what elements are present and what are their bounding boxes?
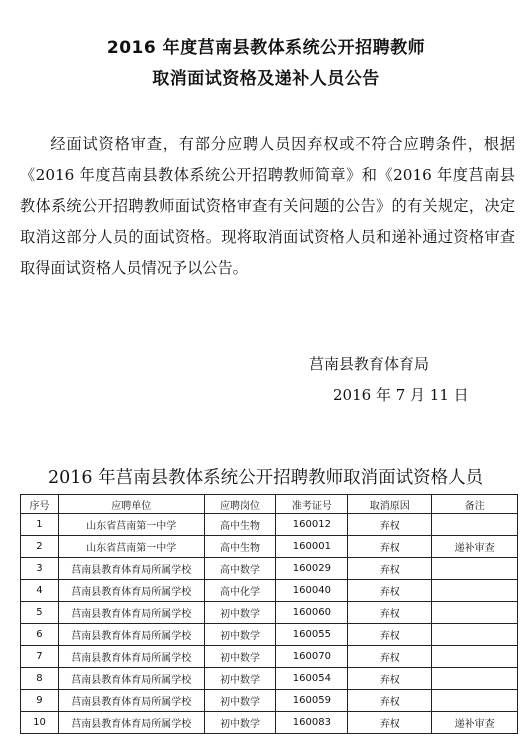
cell-position: 初中数学 xyxy=(204,624,276,646)
cell-index: 1 xyxy=(21,514,59,536)
cell-exam-number: 160083 xyxy=(276,712,348,734)
header-remarks: 备注 xyxy=(432,495,518,514)
cell-unit: 山东省莒南第一中学 xyxy=(58,536,204,558)
cell-reason: 弃权 xyxy=(348,646,432,668)
cell-reason: 弃权 xyxy=(348,712,432,734)
announcement-body xyxy=(20,129,515,284)
table-row xyxy=(21,580,518,602)
cell-remarks xyxy=(432,646,518,668)
table-title: 2016 年莒南县教体系统公开招聘教师取消面试资格人员 xyxy=(48,468,484,488)
table-row xyxy=(21,514,518,536)
cell-remarks xyxy=(432,602,518,624)
cell-position: 高中数学 xyxy=(204,558,276,580)
cell-unit: 莒南县教育体育局所属学校 xyxy=(58,646,204,668)
table-row xyxy=(21,646,518,668)
cell-remarks: 递补审查 xyxy=(432,536,518,558)
cell-position: 高中生物 xyxy=(204,536,276,558)
cell-reason: 弃权 xyxy=(348,514,432,536)
issuing-organization: 莒南县教育体育局 xyxy=(309,355,430,373)
table-header-row xyxy=(21,495,518,514)
cell-exam-number: 160059 xyxy=(276,690,348,712)
cell-reason: 弃权 xyxy=(348,690,432,712)
table-row xyxy=(21,690,518,712)
issue-date: 2016 年 7 月 11 日 xyxy=(333,386,469,404)
cell-position: 初中数学 xyxy=(204,602,276,624)
cell-position: 高中化学 xyxy=(204,580,276,602)
cell-index: 4 xyxy=(21,580,59,602)
cell-index: 8 xyxy=(21,668,59,690)
cell-unit: 莒南县教育体育局所属学校 xyxy=(58,690,204,712)
cell-reason: 弃权 xyxy=(348,558,432,580)
cell-remarks xyxy=(432,580,518,602)
cell-unit: 莒南县教育体育局所属学校 xyxy=(58,580,204,602)
cell-unit: 莒南县教育体育局所属学校 xyxy=(58,668,204,690)
cell-index: 10 xyxy=(21,712,59,734)
table-row xyxy=(21,536,518,558)
cell-reason: 弃权 xyxy=(348,624,432,646)
header-exam-number: 准考证号 xyxy=(276,495,348,514)
header-position: 应聘岗位 xyxy=(204,495,276,514)
cell-remarks: 递补审查 xyxy=(432,712,518,734)
announcement-paragraph: 经面试资格审查，有部分应聘人员因弃权或不符合应聘条件，根据《2016 年度莒南县教体系统公开招聘教师简章》和《2016 年度莒南县教体系统公开招聘教师面试资格审查有关问题的公告》的有关规定，决定取消这部分人员的面试资格。现将取消面试资格人员和递补通过资格审查取得面试资格人员情况予以公告。 xyxy=(20,135,515,277)
cell-position: 初中数学 xyxy=(204,690,276,712)
cell-index: 9 xyxy=(21,690,59,712)
cell-exam-number: 160054 xyxy=(276,668,348,690)
cell-exam-number: 160060 xyxy=(276,602,348,624)
cell-position: 初中数学 xyxy=(204,646,276,668)
cell-remarks xyxy=(432,690,518,712)
header-reason: 取消原因 xyxy=(348,495,432,514)
cell-position: 初中数学 xyxy=(204,712,276,734)
cancelled-candidates-table xyxy=(20,494,518,734)
cell-unit: 莒南县教育体育局所属学校 xyxy=(58,558,204,580)
document-title-line2: 取消面试资格及递补人员公告 xyxy=(152,69,380,89)
table-row xyxy=(21,602,518,624)
cell-unit: 莒南县教育体育局所属学校 xyxy=(58,712,204,734)
cell-remarks xyxy=(432,668,518,690)
cell-index: 2 xyxy=(21,536,59,558)
cell-remarks xyxy=(432,558,518,580)
cell-index: 5 xyxy=(21,602,59,624)
cell-exam-number: 160040 xyxy=(276,580,348,602)
cell-reason: 弃权 xyxy=(348,668,432,690)
cell-reason: 弃权 xyxy=(348,536,432,558)
cell-reason: 弃权 xyxy=(348,602,432,624)
header-unit: 应聘单位 xyxy=(58,495,204,514)
cell-exam-number: 160055 xyxy=(276,624,348,646)
cell-index: 7 xyxy=(21,646,59,668)
cell-exam-number: 160001 xyxy=(276,536,348,558)
header-index: 序号 xyxy=(21,495,59,514)
cell-position: 高中生物 xyxy=(204,514,276,536)
cell-exam-number: 160029 xyxy=(276,558,348,580)
table-row xyxy=(21,668,518,690)
cell-remarks xyxy=(432,514,518,536)
cell-index: 3 xyxy=(21,558,59,580)
cell-exam-number: 160012 xyxy=(276,514,348,536)
cell-unit: 莒南县教育体育局所属学校 xyxy=(58,602,204,624)
table-row xyxy=(21,558,518,580)
cell-exam-number: 160070 xyxy=(276,646,348,668)
cell-unit: 山东省莒南第一中学 xyxy=(58,514,204,536)
cell-position: 初中数学 xyxy=(204,668,276,690)
table-row xyxy=(21,712,518,734)
cell-index: 6 xyxy=(21,624,59,646)
table-row xyxy=(21,624,518,646)
cell-reason: 弃权 xyxy=(348,580,432,602)
cell-unit: 莒南县教育体育局所属学校 xyxy=(58,624,204,646)
cell-remarks xyxy=(432,624,518,646)
document-title-line1: 2016 年度莒南县教体系统公开招聘教师 xyxy=(106,38,426,58)
